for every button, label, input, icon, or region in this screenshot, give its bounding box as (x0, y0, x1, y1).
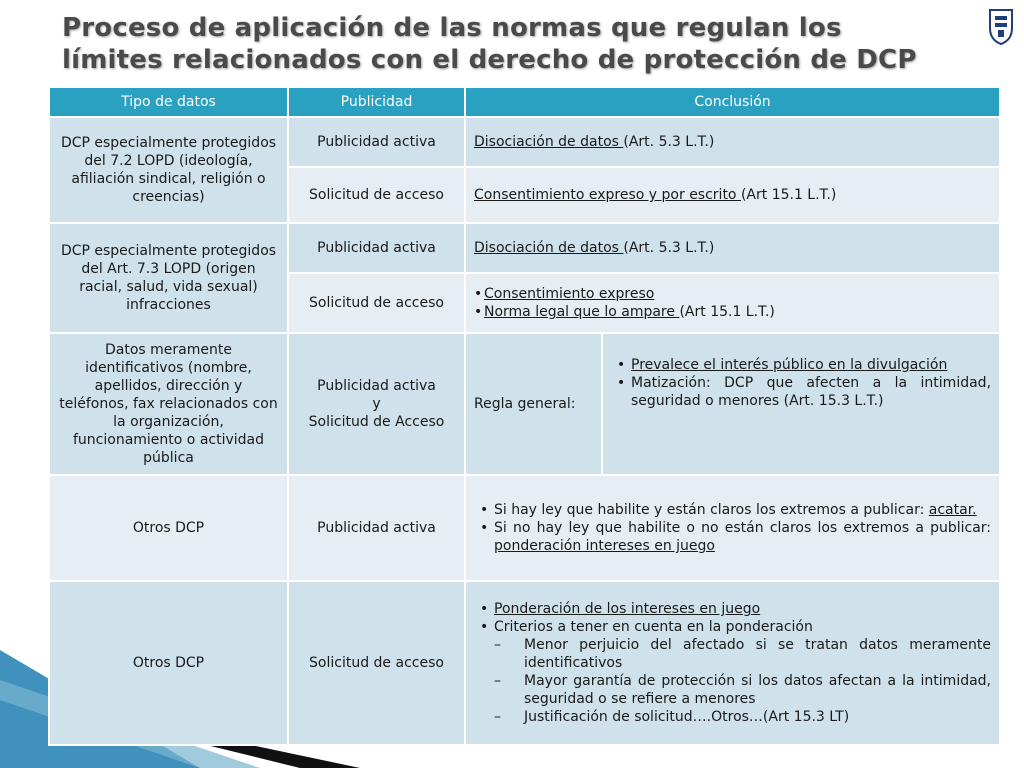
conclusion-list (611, 356, 991, 410)
cell-publicidad: Solicitud de acceso (288, 167, 465, 223)
cell-tipo-datos: DCP especialmente protegidos del Art. 7.3 LOPD (origen racial, salud, vida sexual) infracciones (49, 223, 288, 333)
conclusion-text: Si hay ley que habilite y están claros los extremos a publicar: (494, 502, 929, 518)
publicidad-line: Solicitud de Acceso (308, 414, 445, 430)
cell-tipo-datos: DCP especialmente protegidos del 7.2 LOPD (ideología, afiliación sindical, religión o creencias) (49, 117, 288, 223)
conclusion-list (474, 285, 991, 321)
conclusion-link[interactable]: Disociación de datos (474, 134, 624, 150)
list-item (631, 356, 991, 374)
list-item (494, 501, 991, 519)
cell-tipo-datos: Otros DCP (49, 581, 288, 745)
cell-publicidad: Publicidad activa (288, 117, 465, 167)
criteria-sublist (474, 636, 991, 726)
cell-conclusion (465, 223, 1000, 273)
list-item: – Menor perjuicio del afectado si se tratan datos meramente identificativos (524, 636, 991, 672)
slide-title: Proceso de aplicación de las normas que regulan los límites relacionados con el derecho de protección de DCP (62, 13, 917, 75)
conclusion-link[interactable]: Consentimiento expreso (484, 286, 655, 302)
dcp-table (48, 86, 1001, 746)
cell-publicidad: Solicitud de acceso (288, 581, 465, 745)
cell-conclusion (465, 117, 1000, 167)
cell-publicidad: Publicidad activa (288, 223, 465, 273)
publicidad-line: Publicidad activa (317, 378, 436, 394)
table-row (49, 475, 1000, 581)
header-tipo-datos: Tipo de datos (49, 87, 288, 117)
cell-publicidad (288, 333, 465, 475)
list-item: – Justificación de solicitud….Otros…(Art 15.3 LT) (524, 708, 991, 726)
list-item (484, 303, 991, 321)
cell-regla-general: Regla general: (465, 333, 602, 475)
cell-tipo-datos: Otros DCP (49, 475, 288, 581)
table-row (49, 333, 1000, 475)
university-crest-icon (986, 6, 1016, 46)
table-row (49, 581, 1000, 745)
table-row (49, 117, 1000, 167)
conclusion-ref: (Art. 5.3 L.T.) (623, 240, 715, 256)
table-row (49, 223, 1000, 273)
conclusion-list (474, 600, 991, 636)
cell-conclusion (465, 581, 1000, 745)
list-item: • Criterios a tener en cuenta en la ponderación (494, 618, 991, 636)
publicidad-line: y (372, 396, 381, 412)
cell-conclusion (465, 167, 1000, 223)
conclusion-link[interactable]: Disociación de datos (474, 240, 624, 256)
list-item: – Mayor garantía de protección si los datos afectan a la intimidad, seguridad o se refiere a menores (524, 672, 991, 708)
list-item (494, 600, 991, 618)
header-conclusion: Conclusión (465, 87, 1000, 117)
cell-tipo-datos: Datos meramente identificativos (nombre, apellidos, dirección y teléfonos, fax relacionados con la organización, funcionamiento o actividad pública (49, 333, 288, 475)
list-item (484, 285, 991, 303)
cell-conclusion (602, 333, 1000, 475)
conclusion-text: Si no hay ley que habilite o no están claros los extremos a publicar: (494, 520, 992, 536)
conclusion-link[interactable]: Norma legal que lo ampare (484, 304, 680, 320)
conclusion-link[interactable]: Consentimiento expreso y por escrito (474, 187, 741, 203)
conclusion-link[interactable]: Prevalece el interés público en la divulgación (631, 357, 948, 373)
conclusion-ref: (Art 15.1 L.T.) (679, 304, 775, 320)
table-header-row (49, 87, 1000, 117)
conclusion-link[interactable]: acatar. (928, 502, 977, 518)
conclusion-ref: (Art 15.1 L.T.) (740, 187, 837, 203)
list-item (494, 519, 991, 555)
cell-conclusion (465, 475, 1000, 581)
cell-conclusion (465, 273, 1000, 333)
cell-publicidad: Solicitud de acceso (288, 273, 465, 333)
conclusion-link[interactable]: ponderación intereses en juego (494, 538, 715, 554)
conclusion-list (474, 501, 991, 555)
cell-publicidad: Publicidad activa (288, 475, 465, 581)
conclusion-link[interactable]: Ponderación de los intereses en juego (494, 601, 761, 617)
list-item: • Matización: DCP que afecten a la intimidad, seguridad o menores (Art. 15.3 L.T.) (631, 374, 991, 410)
header-publicidad: Publicidad (288, 87, 465, 117)
conclusion-ref: (Art. 5.3 L.T.) (623, 134, 715, 150)
